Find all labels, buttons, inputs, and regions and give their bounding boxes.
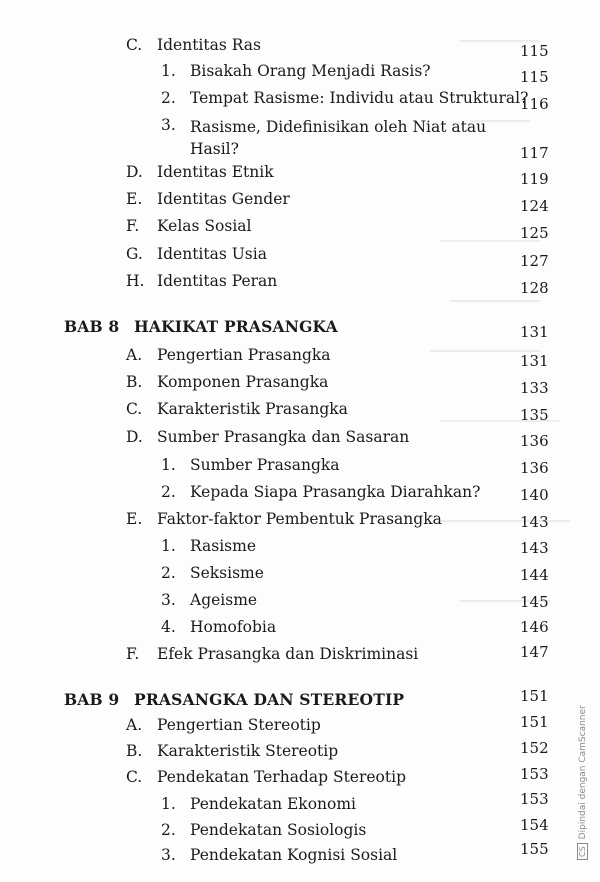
entry-title: Kelas Sosial: [157, 217, 252, 235]
entry-label: 3.: [161, 591, 176, 609]
entry-page: 154: [520, 816, 549, 834]
entry-page: 133: [520, 379, 549, 397]
entry-page: 131: [520, 352, 549, 370]
entry-label: E.: [126, 190, 143, 208]
toc-entry[interactable]: [0, 62, 560, 86]
toc-entry[interactable]: [0, 765, 560, 792]
toc-entry[interactable]: [0, 428, 560, 452]
entry-page: 144: [520, 566, 549, 584]
chapter-label: BAB 9: [64, 690, 120, 709]
chapter-heading[interactable]: [0, 687, 560, 714]
toc-entry[interactable]: [0, 591, 560, 615]
entry-title: Rasisme, Didefinisikan oleh Niat atau Hasil?: [190, 118, 487, 158]
entry-label: 3.: [161, 846, 176, 864]
entry-label: E.: [126, 510, 143, 528]
entry-page: 147: [520, 643, 549, 661]
toc-entry[interactable]: [0, 89, 560, 113]
entry-label: 4.: [161, 618, 176, 636]
entry-label: 2.: [161, 564, 176, 582]
entry-title: Identitas Ras: [157, 36, 261, 54]
toc-entry[interactable]: [0, 400, 560, 424]
entry-page: 124: [520, 197, 549, 215]
entry-title: Identitas Usia: [157, 245, 267, 263]
camscanner-icon: CS: [577, 843, 588, 860]
entry-title: Tempat Rasisme: Individu atau Struktural?: [190, 89, 529, 107]
chapter-title: HAKIKAT PRASANGKA: [134, 317, 338, 336]
toc-entry[interactable]: [0, 645, 560, 669]
chapter-page: 151: [520, 687, 549, 705]
entry-page: 151: [520, 713, 549, 731]
entry-page: 135: [520, 406, 549, 424]
entry-title: Faktor-faktor Pembentuk Prasangka: [157, 510, 442, 528]
chapter-page: 131: [520, 323, 549, 341]
entry-label: F.: [126, 645, 140, 663]
entry-title: Rasisme: [190, 537, 257, 555]
toc-entry[interactable]: [0, 116, 560, 164]
toc-entry[interactable]: [0, 163, 560, 187]
entry-label: 2.: [161, 821, 176, 839]
entry-title: Identitas Peran: [157, 272, 278, 290]
entry-page: 140: [520, 486, 549, 504]
entry-title: Seksisme: [190, 564, 264, 582]
entry-title: Sumber Prasangka: [190, 456, 340, 474]
entry-page: 153: [520, 790, 549, 808]
toc-entry[interactable]: [0, 739, 560, 766]
entry-label: C.: [126, 768, 143, 786]
entry-label: 3.: [161, 116, 176, 134]
toc-entry[interactable]: [0, 840, 560, 870]
entry-label: B.: [126, 373, 143, 391]
toc-entry[interactable]: [0, 245, 560, 269]
entry-page: 136: [520, 432, 549, 450]
entry-title: Homofobia: [190, 618, 277, 636]
toc-entry[interactable]: [0, 456, 560, 480]
entry-title: Identitas Etnik: [157, 163, 274, 181]
toc-entry[interactable]: [0, 564, 560, 588]
entry-page: 152: [520, 739, 549, 757]
entry-page: 143: [520, 539, 549, 557]
toc-entry[interactable]: [0, 713, 560, 740]
entry-title: Pengertian Stereotip: [157, 716, 321, 734]
entry-page: 115: [520, 68, 549, 86]
entry-label: D.: [126, 428, 143, 446]
entry-title: Karakteristik Stereotip: [157, 742, 339, 760]
toc-entry[interactable]: [0, 510, 560, 534]
entry-title: Pendekatan Ekonomi: [190, 795, 357, 813]
entry-label: C.: [126, 36, 143, 54]
entry-title: Karakteristik Prasangka: [157, 400, 348, 418]
toc-entry[interactable]: [0, 537, 560, 561]
entry-title: Ageisme: [190, 591, 258, 609]
entry-page: 115: [520, 42, 549, 60]
watermark-text: Dipindai dengan CamScanner: [578, 705, 588, 840]
entry-title: Pendekatan Terhadap Stereotip: [157, 768, 406, 786]
toc-entry[interactable]: [0, 217, 560, 241]
toc-entry[interactable]: [0, 373, 560, 397]
scanner-watermark: [577, 705, 588, 860]
chapter-heading[interactable]: [0, 317, 560, 341]
toc-entry[interactable]: [0, 816, 560, 845]
toc-entry[interactable]: [0, 618, 560, 642]
entry-title: Kepada Siapa Prasangka Diarahkan?: [190, 483, 481, 501]
entry-label: 1.: [161, 456, 176, 474]
entry-page: 119: [520, 170, 549, 188]
toc-entry[interactable]: [0, 483, 560, 507]
chapter-label: BAB 8: [64, 317, 120, 336]
entry-page: 153: [520, 765, 549, 783]
entry-page: 117: [520, 144, 549, 162]
entry-page: 125: [520, 224, 549, 242]
toc-entry[interactable]: [0, 272, 560, 296]
entry-page: 143: [520, 513, 549, 531]
entry-title: Bisakah Orang Menjadi Rasis?: [190, 62, 431, 80]
entry-title: Pendekatan Kognisi Sosial: [190, 846, 398, 864]
entry-page: 128: [520, 279, 549, 297]
entry-title: Identitas Gender: [157, 190, 290, 208]
entry-page: 145: [520, 593, 549, 611]
entry-label: C.: [126, 400, 143, 418]
entry-page: 127: [520, 252, 549, 270]
entry-label: A.: [126, 716, 143, 734]
chapter-title: PRASANGKA DAN STEREOTIP: [134, 690, 405, 709]
entry-label: F.: [126, 217, 140, 235]
entry-label: A.: [126, 346, 143, 364]
entry-page: 155: [520, 840, 549, 858]
entry-label: D.: [126, 163, 143, 181]
entry-label: 2.: [161, 89, 176, 107]
entry-label: 1.: [161, 795, 176, 813]
entry-title: Sumber Prasangka dan Sasaran: [157, 428, 410, 446]
toc-entry[interactable]: [0, 790, 560, 819]
entry-label: 1.: [161, 62, 176, 80]
entry-title: Efek Prasangka dan Diskriminasi: [157, 645, 419, 663]
entry-title: Komponen Prasangka: [157, 373, 329, 391]
entry-label: 2.: [161, 483, 176, 501]
entry-page: 146: [520, 618, 549, 636]
toc-entry[interactable]: [0, 36, 560, 60]
entry-title: Pengertian Prasangka: [157, 346, 331, 364]
entry-label: 1.: [161, 537, 176, 555]
entry-page: 136: [520, 459, 549, 477]
entry-label: H.: [126, 272, 145, 290]
entry-title: Pendekatan Sosiologis: [190, 821, 367, 839]
entry-label: G.: [126, 245, 143, 263]
entry-page: 116: [520, 95, 549, 113]
toc-entry[interactable]: [0, 190, 560, 214]
entry-label: B.: [126, 742, 143, 760]
toc-entry[interactable]: [0, 346, 560, 370]
